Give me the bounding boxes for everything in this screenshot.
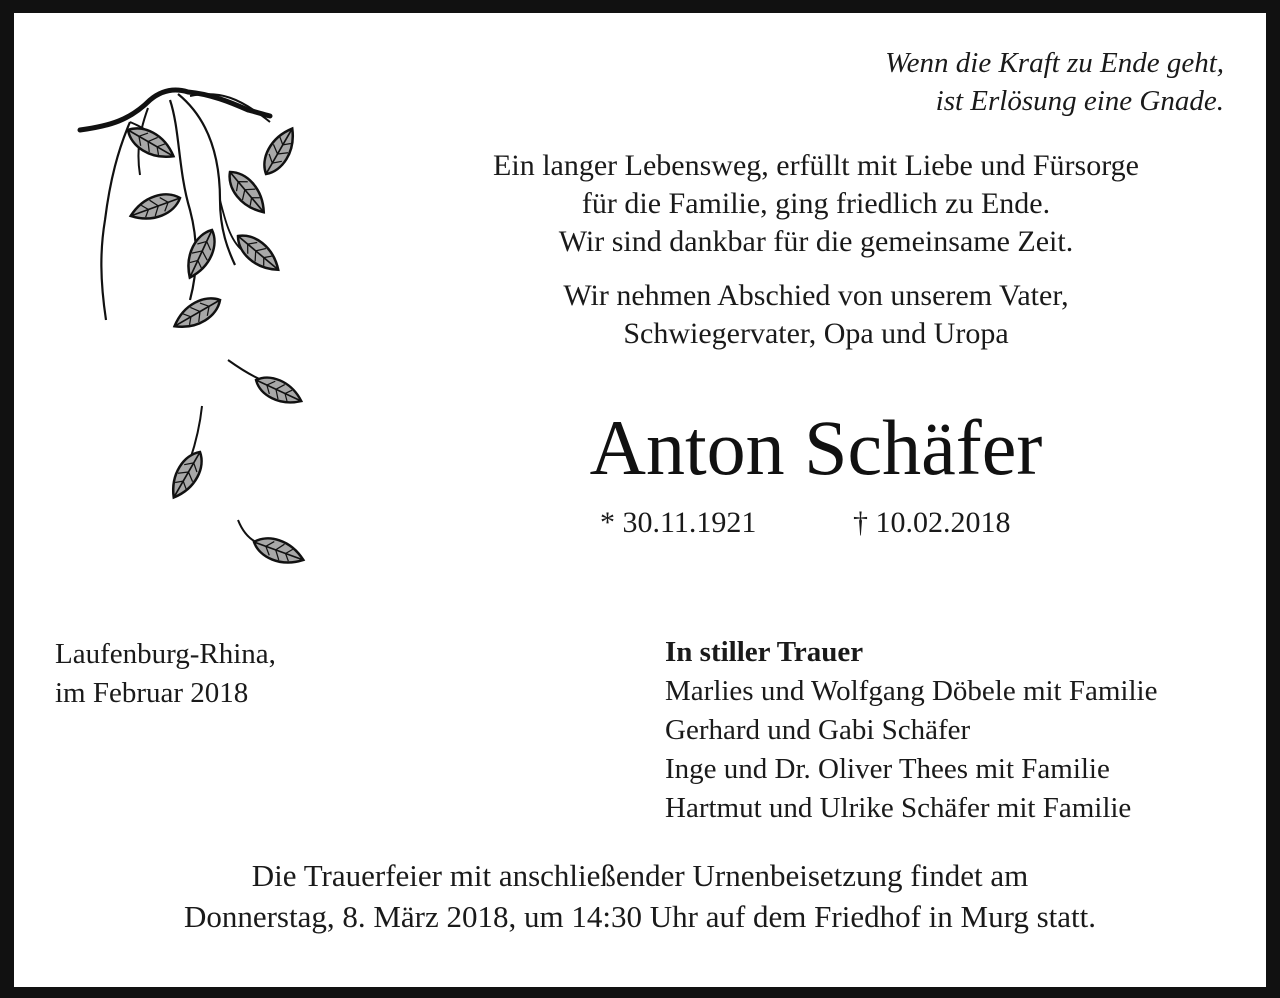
birth-date: * 30.11.1921 xyxy=(600,506,757,539)
farewell-line: Wir nehmen Abschied von unserem Vater, xyxy=(563,279,1069,312)
mourner-name: Marlies und Wolfgang Döbele mit Familie xyxy=(665,675,1158,707)
intro-line: für die Familie, ging friedlich zu Ende. xyxy=(581,187,1051,220)
mourners-heading: In stiller Trauer xyxy=(665,636,864,668)
deceased-name: Anton Schäfer xyxy=(589,404,1043,491)
motto-line: Wenn die Kraft zu Ende geht, xyxy=(885,47,1224,79)
mourner-name: Hartmut und Ulrike Schäfer mit Familie xyxy=(665,792,1132,824)
intro-line: Ein langer Lebensweg, erfüllt mit Liebe und Fürsorge xyxy=(493,149,1139,182)
ceremony-line: Die Trauerfeier mit anschließender Urnenbeisetzung findet am xyxy=(251,858,1029,893)
motto xyxy=(885,44,1224,120)
mourner-name: Gerhard und Gabi Schäfer xyxy=(665,714,971,746)
intro-line: Wir sind dankbar für die gemeinsame Zeit. xyxy=(558,225,1074,258)
branch-leaves-illustration xyxy=(70,80,320,580)
date-line: im Februar 2018 xyxy=(55,677,249,709)
intro-text xyxy=(460,147,1172,353)
place-and-date xyxy=(55,635,276,713)
ceremony-line: Donnerstag, 8. März 2018, um 14:30 Uhr auf dem Friedhof in Murg statt. xyxy=(183,899,1097,934)
mourners-list xyxy=(665,633,1157,828)
death-date: † 10.02.2018 xyxy=(853,506,1011,539)
motto-line: ist Erlösung eine Gnade. xyxy=(935,85,1224,117)
place-line: Laufenburg-Rhina, xyxy=(55,638,276,670)
farewell-line: Schwiegervater, Opa und Uropa xyxy=(623,317,1009,350)
mourner-name: Inge und Dr. Oliver Thees mit Familie xyxy=(665,753,1110,785)
ceremony-notice xyxy=(60,855,1220,937)
